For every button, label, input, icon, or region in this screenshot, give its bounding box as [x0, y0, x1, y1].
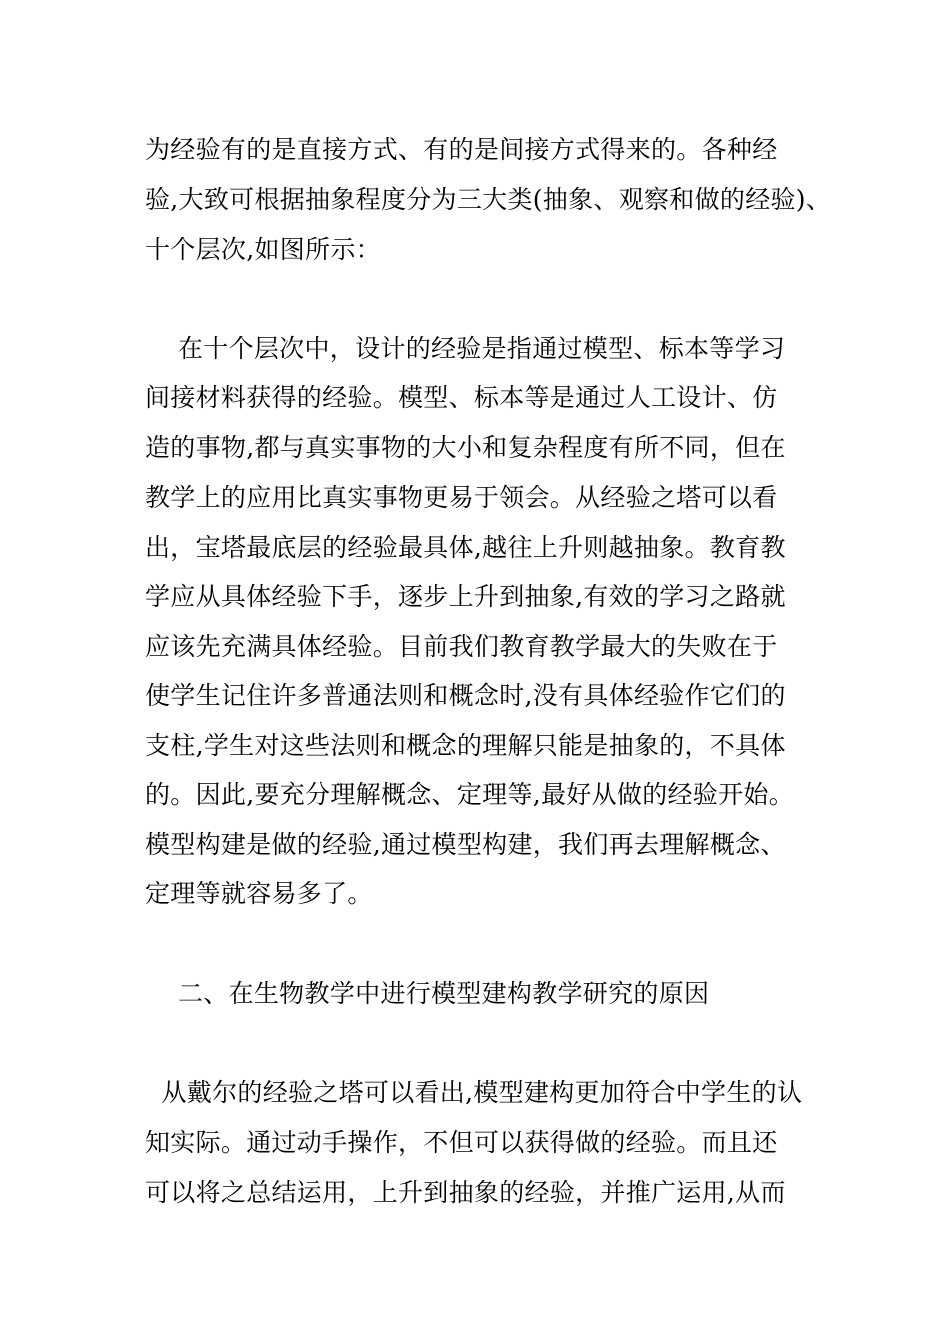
- text-line: 模型构建是做的经验,通过模型构建，我们再去理解概念、: [145, 830, 786, 859]
- text-line: 使学生记住许多普通法则和概念时,没有具体经验作它们的: [145, 681, 786, 710]
- text-line: 应该先充满具体经验。目前我们教育教学最大的失败在于: [145, 632, 778, 661]
- text-line: 支柱,学生对这些法则和概念的理解只能是抽象的，不具体: [145, 731, 786, 760]
- text-line: 验,大致可根据抽象程度分为三大类(抽象、观察和做的经验)、: [145, 185, 832, 214]
- text-line: 十个层次,如图所示：: [145, 235, 381, 264]
- text-line: 学应从具体经验下手，逐步上升到抽象,有效的学习之路就: [145, 582, 786, 611]
- text-line: 从戴尔的经验之塔可以看出,模型建构更加符合中学生的认: [145, 1078, 803, 1107]
- text-line: 出，宝塔最底层的经验最具体,越往上升则越抽象。教育教: [145, 533, 786, 562]
- text-line: 教学上的应用比真实事物更易于领会。从经验之塔可以看: [145, 483, 778, 512]
- text-line: 的。因此,要充分理解概念、定理等,最好从做的经验开始。: [145, 780, 794, 809]
- text-line: 知实际。通过动手操作，不但可以获得做的经验。而且还: [145, 1128, 778, 1157]
- text-line: 在十个层次中，设计的经验是指通过模型、标本等学习: [145, 334, 786, 363]
- text-line: 可以将之总结运用，上升到抽象的经验，并推广运用,从而: [145, 1178, 786, 1207]
- text-line: 定理等就容易多了。: [145, 879, 373, 908]
- text-line: 为经验有的是直接方式、有的是间接方式得来的。各种经: [145, 135, 778, 164]
- text-line: 造的事物,都与真实事物的大小和复杂程度有所不同，但在: [145, 433, 786, 462]
- section-heading: 二、在生物教学中进行模型建构教学研究的原因: [145, 979, 710, 1008]
- text-line: 间接材料获得的经验。模型、标本等是通过人工设计、仿: [145, 383, 778, 412]
